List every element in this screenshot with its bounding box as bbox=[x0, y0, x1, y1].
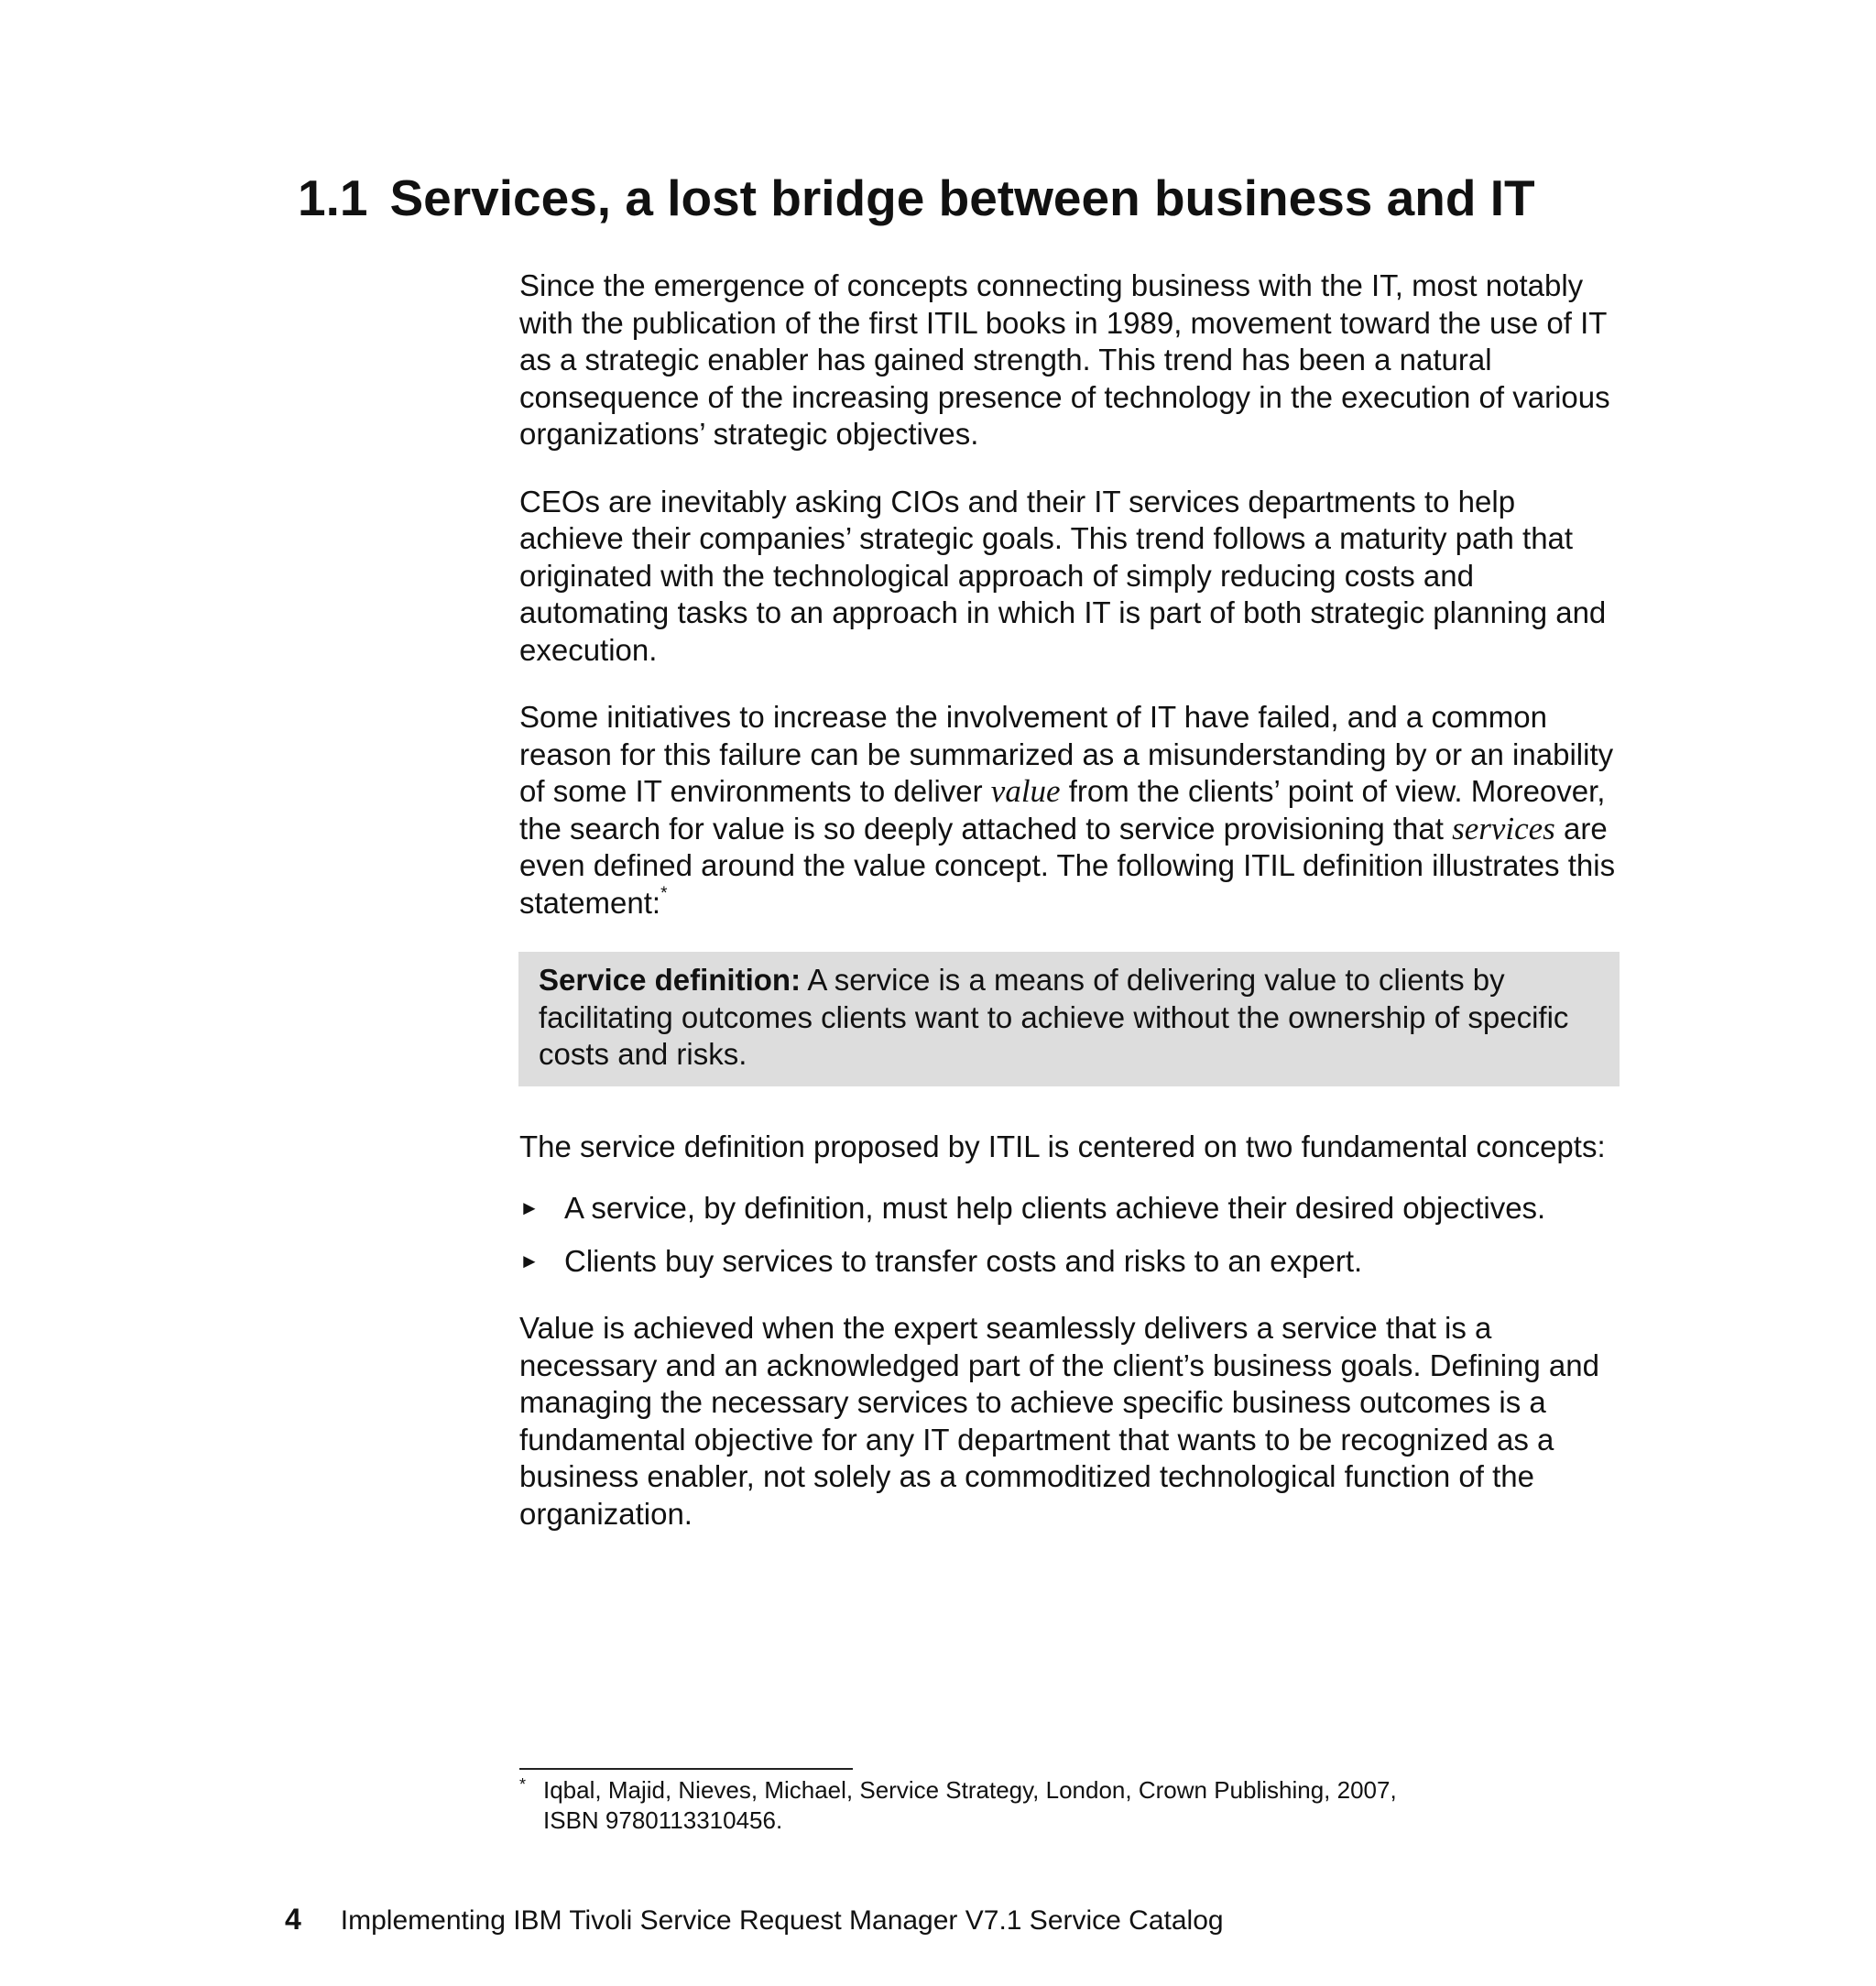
paragraph-initiatives-part2: from the clients’ point of view. Moreover, the search for value is so deeply attached to service provisioning that bbox=[519, 774, 1606, 846]
footnote-divider bbox=[519, 1768, 853, 1770]
bullet-triangle-icon: ► bbox=[519, 1196, 540, 1219]
paragraph-initiatives bbox=[519, 699, 1619, 922]
emphasis-services: services bbox=[1452, 810, 1555, 846]
section-title: Services, a lost bridge between business and IT bbox=[389, 169, 1535, 226]
footnote-reference[interactable]: * bbox=[660, 883, 668, 903]
definition-box bbox=[518, 952, 1620, 1086]
book-title: Implementing IBM Tivoli Service Request Manager V7.1 Service Catalog bbox=[340, 1905, 1224, 1936]
concepts-list bbox=[519, 1190, 1619, 1280]
footnote bbox=[519, 1775, 1619, 1836]
page-footer bbox=[285, 1901, 1224, 1939]
paragraph-initiatives-part3: are even defined around the value concept. The following ITIL definition illustrates this statement: bbox=[519, 811, 1616, 920]
emphasis-value: value bbox=[990, 773, 1061, 809]
section-number: 1.1 bbox=[298, 169, 368, 226]
paragraph-intro: Since the emergence of concepts connecting business with the IT, most notably with the publication of the first ITIL books in 1989, movement toward the use of IT as a strategic enabler has gained strength. This trend has been a natural consequence of the increasing presence of technology in the execution of various organizations’ strategic objectives. bbox=[519, 268, 1610, 451]
footnote-mark: * bbox=[519, 1775, 527, 1794]
bullet-triangle-icon: ► bbox=[519, 1249, 540, 1272]
list-item-text: Clients buy services to transfer costs and risks to an expert. bbox=[564, 1243, 1363, 1278]
list-item bbox=[519, 1243, 1619, 1281]
list-item-text: A service, by definition, must help clients achieve their desired objectives. bbox=[564, 1191, 1546, 1225]
section-heading bbox=[298, 163, 1535, 233]
definition-text: A service is a means of delivering value to clients by facilitating outcomes clients want to achieve without the ownership of specific costs and risks. bbox=[539, 963, 1569, 1071]
paragraph-value: Value is achieved when the expert seamlessly delivers a service that is a necessary and an acknowledged part of the client’s business goals. Defining and managing the necessary services to achieve specific business outcomes is a fundamental objective for any IT department that wants to be recognized as a business enabler, not solely as a commoditized technological function of the organization. bbox=[519, 1311, 1599, 1531]
paragraph-initiatives-part1: Some initiatives to increase the involvement of IT have failed, and a common reason for this failure can be summarized as a misunderstanding by or an inability of some IT environments to deliver bbox=[519, 700, 1614, 808]
footnote-line-1: Iqbal, Majid, Nieves, Michael, Service Strategy, London, Crown Publishing, 2007, bbox=[543, 1776, 1397, 1804]
paragraph-ceos: CEOs are inevitably asking CIOs and their IT services departments to help achieve their companies’ strategic goals. This trend follows a maturity path that originated with the technological approach of simply reducing costs and automating tasks to an approach in which IT is part of both strategic planning and execution. bbox=[519, 484, 1607, 667]
definition-label: Service definition: bbox=[539, 963, 802, 997]
list-item bbox=[519, 1190, 1619, 1228]
footnote-line-2: ISBN 9780113310456. bbox=[543, 1806, 783, 1834]
page-number: 4 bbox=[285, 1903, 301, 1936]
paragraph-service-definition: The service definition proposed by ITIL is centered on two fundamental concepts: bbox=[519, 1129, 1606, 1163]
body-content bbox=[519, 267, 1619, 1563]
